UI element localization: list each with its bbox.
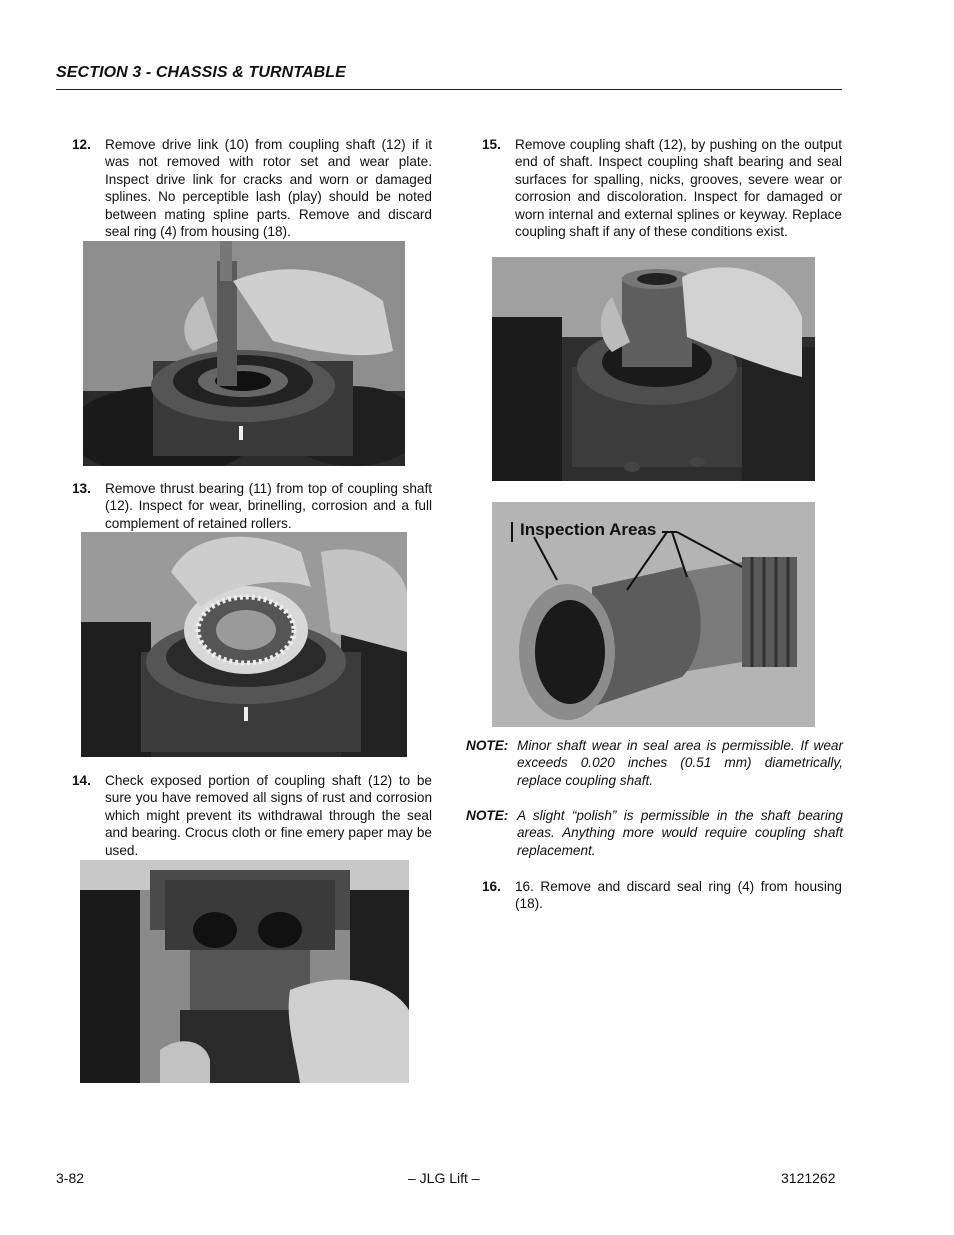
page-header-title: SECTION 3 - CHASSIS & TURNTABLE <box>56 64 346 81</box>
step-12 <box>72 136 432 240</box>
step-number: 14. <box>72 773 91 788</box>
photo-inspection-areas <box>492 502 815 727</box>
note-text: A slight “polish” is permissible in the shaft bearing areas. Anything more would require coupling shaft replacement. <box>517 808 843 858</box>
step-15 <box>482 136 842 240</box>
header-rule <box>56 89 842 90</box>
note-polish <box>466 807 843 859</box>
step-number: 13. <box>72 481 91 496</box>
step-text: Remove thrust bearing (11) from top of coupling shaft (12). Inspect for wear, brinelling, corrosion and a full complement of retained rollers. <box>105 481 432 531</box>
step-number: 15. <box>482 137 501 152</box>
footer-page-number: 3-82 <box>56 1170 85 1186</box>
photo-drive-link-removal <box>83 241 405 466</box>
footer-doc-number: 3121262 <box>781 1170 836 1186</box>
step-13 <box>72 480 432 532</box>
step-text: Check exposed portion of coupling shaft (12) to be sure you have removed all signs of rust and corrosion which might prevent its withdrawal through the seal and bearing. Crocus cloth or fine emery paper may be used. <box>105 773 432 858</box>
inspection-areas-label: Inspection Areas <box>520 520 657 539</box>
step-text: Remove coupling shaft (12), by pushing on the output end of shaft. Inspect coupling shaft bearing and seal surfaces for spalling, nicks, grooves, severe wear or corrosion and discoloration. Inspect for damaged or worn internal and external splines or keyway. Replace coupling shaft if any of these conditions exist. <box>515 137 842 240</box>
note-seal-wear <box>466 737 843 789</box>
photo-coupling-shaft-exposed <box>80 860 409 1083</box>
photo-thrust-bearing <box>81 532 407 757</box>
step-number: 12. <box>72 137 91 152</box>
step-16 <box>482 878 842 913</box>
note-text: Minor shaft wear in seal area is permissible. If wear exceeds 0.020 inches (0.51 mm) diametrically, replace coupling shaft. <box>517 738 843 788</box>
note-label: NOTE: <box>466 808 509 823</box>
footer-center: – JLG Lift – <box>408 1170 480 1186</box>
photo-coupling-shaft-removal <box>492 257 815 481</box>
note-label: NOTE: <box>466 738 509 753</box>
step-14 <box>72 772 432 859</box>
step-text: 16. Remove and discard seal ring (4) from housing (18). <box>515 879 842 912</box>
step-text: Remove drive link (10) from coupling shaft (12) if it was not removed with rotor set and wear plate. Inspect drive link for cracks and worn or damaged splines. No perceptible lash (play) should be noted between mating spline parts. Remove and discard seal ring (4) from housing (18). <box>105 137 432 240</box>
step-number: 16. <box>482 879 501 894</box>
